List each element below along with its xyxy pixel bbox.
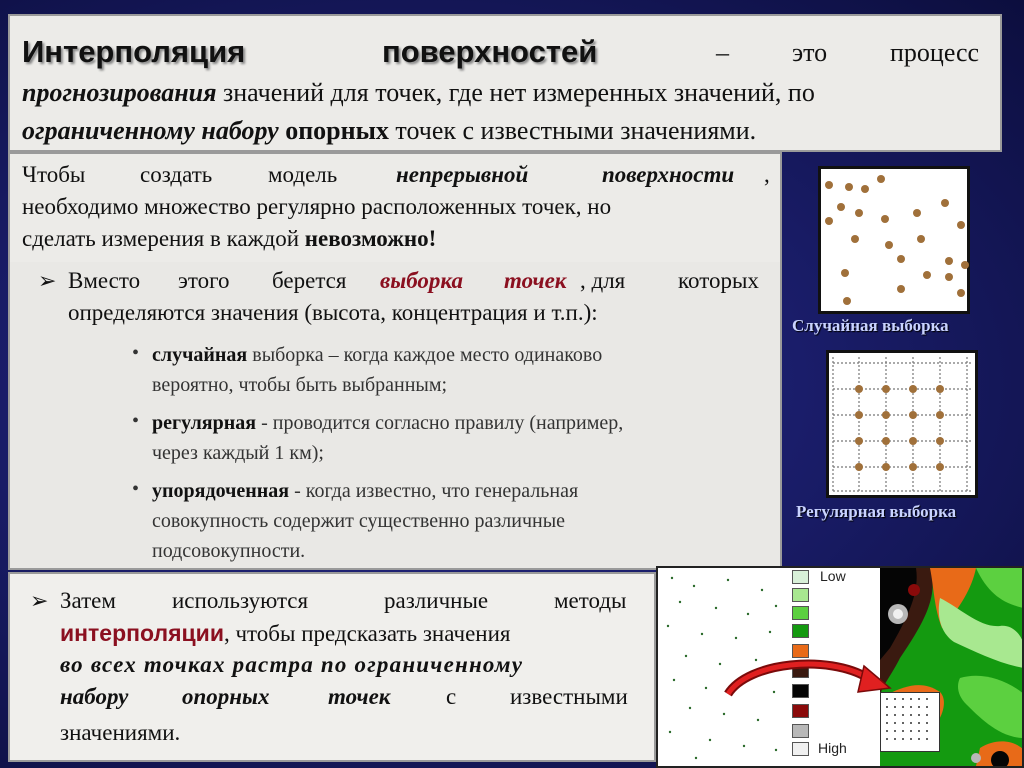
regular-grid-svg: [829, 353, 975, 495]
title-line3: [22, 116, 756, 146]
bullet-random-text: выборка – когда каждое место одинаково: [247, 344, 603, 366]
bottom-word2: используются: [172, 588, 309, 613]
sample-point: [961, 261, 969, 269]
grid-lines: [833, 357, 971, 493]
sample-point: [957, 289, 965, 297]
p2-word6: , для: [580, 268, 626, 293]
interpolation-illustration: [656, 566, 1024, 768]
title-italic-limited: ограниченному набору: [22, 116, 279, 145]
bottom-word-interpolation: интерполяции: [60, 620, 224, 646]
bottom-word1: Затем: [60, 588, 116, 613]
sample-point: [841, 269, 849, 277]
sample-point: [945, 273, 953, 281]
sampling-box: [8, 152, 782, 570]
bottom-word-known: известными: [510, 684, 628, 709]
sample-point: [917, 235, 925, 243]
sample-point: [843, 297, 851, 305]
bullet-random-line2: вероятно, чтобы быть выбранным;: [152, 374, 448, 396]
bullet-2-mark: •: [132, 410, 140, 432]
sample-point: [957, 221, 965, 229]
p2-word-points: точек: [504, 268, 567, 293]
random-sample-caption: Случайная выборка: [792, 316, 949, 335]
bottom-word-with: с: [446, 684, 457, 709]
title-term-part2: поверхностей: [382, 34, 598, 69]
legend-swatch: [792, 588, 809, 602]
bullet-regular: [152, 412, 623, 435]
sample-point: [861, 185, 869, 193]
sample-point: [923, 271, 931, 279]
bullet-random: [152, 344, 602, 367]
sample-point: [941, 199, 949, 207]
legend-high-label: High: [818, 740, 847, 756]
bottom-word3: различные: [384, 588, 489, 613]
bullet-ordered-line2: совокупность содержит существенно различные: [152, 510, 566, 532]
bottom-line5: значениями.: [60, 720, 181, 745]
legend-swatch: [792, 606, 809, 620]
legend-swatch: [792, 724, 809, 738]
bottom-line2: [60, 620, 511, 647]
random-sample-illustration: [818, 166, 970, 314]
curved-arrow-icon: [718, 654, 898, 704]
bottom-word4: методы: [554, 588, 627, 613]
sample-point: [897, 285, 905, 293]
definition-box: [8, 14, 1002, 152]
bottom-word-set: набору: [60, 684, 129, 709]
p1-word-continuous: непрерывной: [396, 162, 529, 187]
bullet-ordered-text: - когда известно, что генеральная: [289, 480, 579, 502]
bullet-ordered-label: упорядоченная: [152, 480, 290, 502]
p2-word-sample: выборка: [380, 268, 463, 293]
sample-point: [877, 175, 885, 183]
bullet-regular-label: регулярная: [152, 412, 257, 434]
p1-line3: [22, 226, 436, 252]
title-line3-rest: точек с известными значениями.: [388, 116, 757, 145]
p1-word2: создать: [140, 162, 213, 187]
sample-point: [885, 241, 893, 249]
bottom-line2-rest: , чтобы предсказать значения: [223, 621, 511, 646]
p1-word-surface: поверхности: [602, 162, 735, 187]
regular-sample-caption: Регулярная выборка: [796, 502, 957, 521]
interpolation-box: [8, 572, 656, 762]
p1-impossible: невозможно!: [304, 226, 437, 251]
p1-line3-text: сделать измерения в каждой: [22, 226, 305, 251]
sample-point: [825, 217, 833, 225]
grid-points: [855, 385, 944, 471]
bullet-regular-text: - проводится согласно правилу (например,: [256, 412, 624, 434]
title-word-process: процесс: [890, 38, 980, 67]
title-line2-rest: значений для точек, где нет измеренных значений, по: [216, 78, 815, 107]
bottom-word-points: точек: [328, 684, 391, 709]
p2-word3: берется: [272, 268, 347, 293]
regular-sample-illustration: [826, 350, 978, 498]
sample-point: [897, 255, 905, 263]
p2-word7: которых: [678, 268, 759, 293]
bottom-line3: во всех точках растра по ограниченному: [60, 652, 524, 677]
p2-word1: Вместо: [68, 268, 141, 293]
sample-point: [945, 257, 953, 265]
title-italic-forecast: прогнозирования: [22, 78, 217, 107]
sample-point: [913, 209, 921, 217]
bullet-regular-line2: через каждый 1 км);: [152, 442, 324, 464]
p1-word1: Чтобы: [22, 162, 86, 187]
legend-low-label: Low: [820, 568, 846, 584]
sample-point: [825, 181, 833, 189]
legend-swatch: [792, 624, 809, 638]
title-term-part1: Интерполяция: [22, 34, 246, 69]
bullet-ordered-line3: подсовокупности.: [152, 540, 306, 562]
bullet-ordered: [152, 480, 578, 503]
sample-point: [845, 183, 853, 191]
p1-line2: необходимо множество регулярно расположенных точек, но: [22, 194, 612, 219]
p1-word3: модель: [268, 162, 338, 187]
bullet-1-mark: •: [132, 342, 140, 364]
sample-point: [881, 215, 889, 223]
bottom-word-reference: опорных: [182, 684, 270, 709]
p2-line2: определяются значения (высота, концентрация и т.п.):: [68, 300, 598, 325]
title-line2: [22, 78, 815, 108]
title-word-eto: это: [792, 38, 828, 67]
sample-point: [851, 235, 859, 243]
title-dash: –: [716, 38, 729, 67]
legend-swatch: [792, 704, 809, 718]
bullet-3-mark: •: [132, 478, 140, 500]
legend-swatch: [792, 570, 809, 584]
title-bold-reference: опорных: [285, 116, 389, 145]
p2-word2: этого: [178, 268, 230, 293]
legend-swatch: [792, 742, 809, 756]
bottom-arrow-icon: ➢: [30, 588, 49, 613]
sample-point: [855, 209, 863, 217]
p2-arrow-icon: ➢: [38, 268, 57, 293]
bullet-random-label: случайная: [152, 344, 248, 366]
sample-point: [837, 203, 845, 211]
p1-comma: ,: [764, 162, 770, 187]
